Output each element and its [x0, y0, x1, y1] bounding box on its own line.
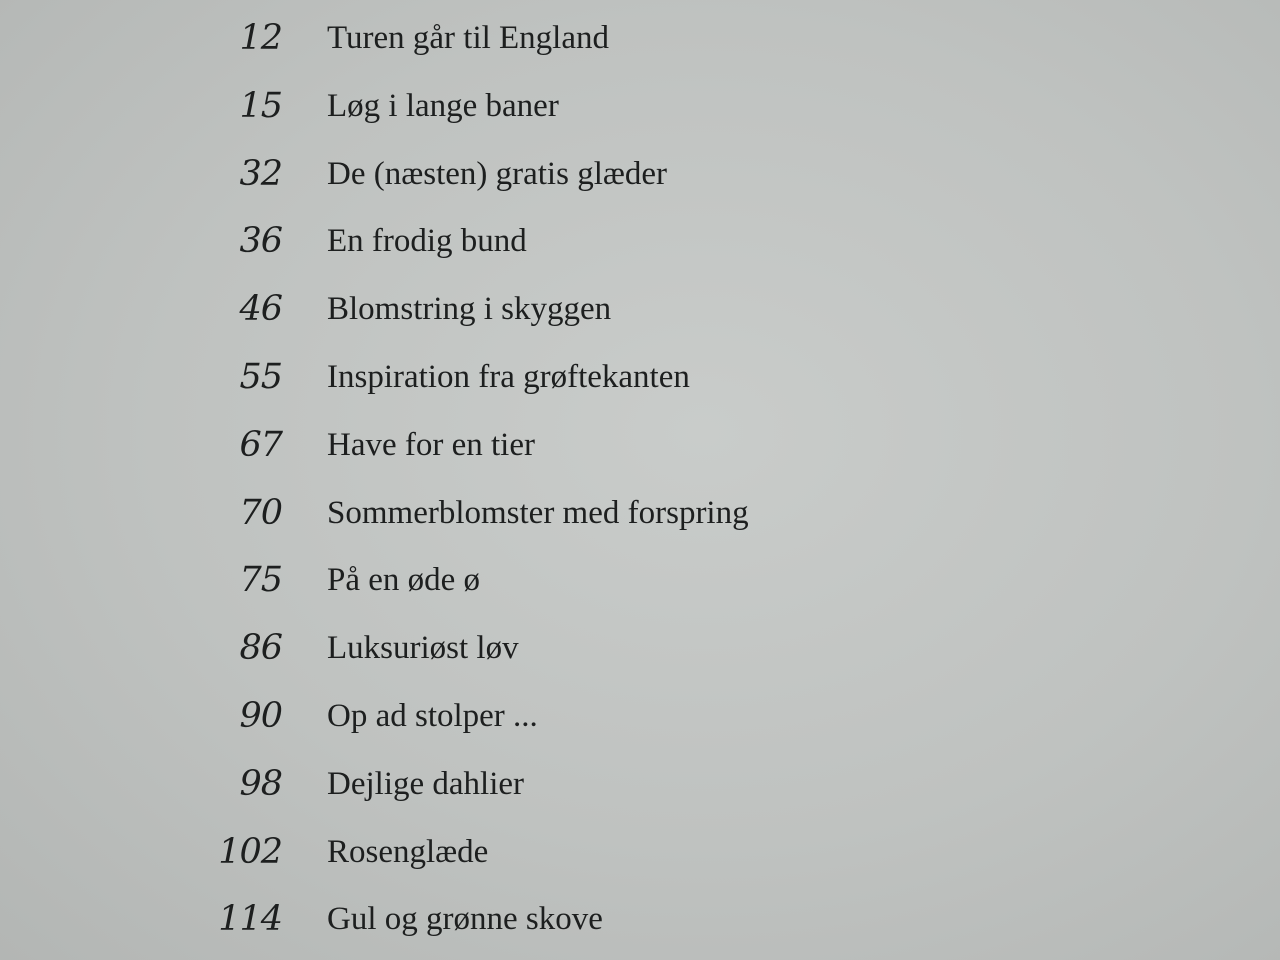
toc-entry — [0, 818, 1280, 886]
toc-title: Luksuriøst løv — [327, 630, 519, 667]
toc-entry — [0, 750, 1280, 818]
toc-entry — [0, 72, 1280, 140]
toc-entry — [0, 479, 1280, 547]
toc-page-number: 55 — [239, 356, 282, 397]
toc-title: De (næsten) gratis glæder — [327, 155, 668, 192]
toc-title: På en øde ø — [327, 562, 481, 599]
toc-page-number: 32 — [239, 153, 282, 194]
toc-page-number: 67 — [239, 424, 282, 465]
toc-entry — [0, 885, 1280, 953]
toc-entry — [0, 4, 1280, 72]
toc-entry — [0, 275, 1280, 343]
toc-title: En frodig bund — [327, 223, 527, 260]
toc-entry — [0, 140, 1280, 208]
toc-page-number: 90 — [239, 695, 282, 736]
toc-page-number: 114 — [218, 899, 282, 940]
toc-page-number: 46 — [239, 289, 282, 330]
toc-title: Gul og grønne skove — [327, 901, 603, 938]
toc-title: Sommerblomster med forspring — [327, 494, 749, 531]
table-of-contents — [0, 4, 1280, 953]
toc-title: Rosenglæde — [327, 833, 489, 870]
toc-entry — [0, 207, 1280, 275]
toc-page-number: 70 — [239, 492, 282, 533]
toc-title: Turen går til England — [327, 20, 609, 56]
toc-entry — [0, 343, 1280, 411]
toc-entry — [0, 411, 1280, 479]
toc-entry — [0, 546, 1280, 614]
toc-title: Løg i lange baner — [327, 87, 559, 124]
toc-page-number: 86 — [239, 628, 282, 669]
toc-title: Blomstring i skyggen — [327, 291, 612, 328]
toc-page-number: 36 — [239, 221, 282, 262]
toc-title: Op ad stolper ... — [327, 697, 538, 734]
toc-title: Inspiration fra grøftekanten — [327, 358, 690, 395]
toc-entry — [0, 614, 1280, 682]
toc-page-number: 12 — [239, 18, 282, 58]
toc-page-number: 15 — [239, 85, 282, 126]
toc-page-number: 75 — [239, 560, 282, 601]
toc-title: Have for en tier — [327, 426, 535, 463]
toc-page-number: 98 — [239, 763, 282, 804]
toc-entry — [0, 682, 1280, 750]
toc-page-number: 102 — [218, 831, 282, 872]
toc-title: Dejlige dahlier — [327, 765, 525, 802]
